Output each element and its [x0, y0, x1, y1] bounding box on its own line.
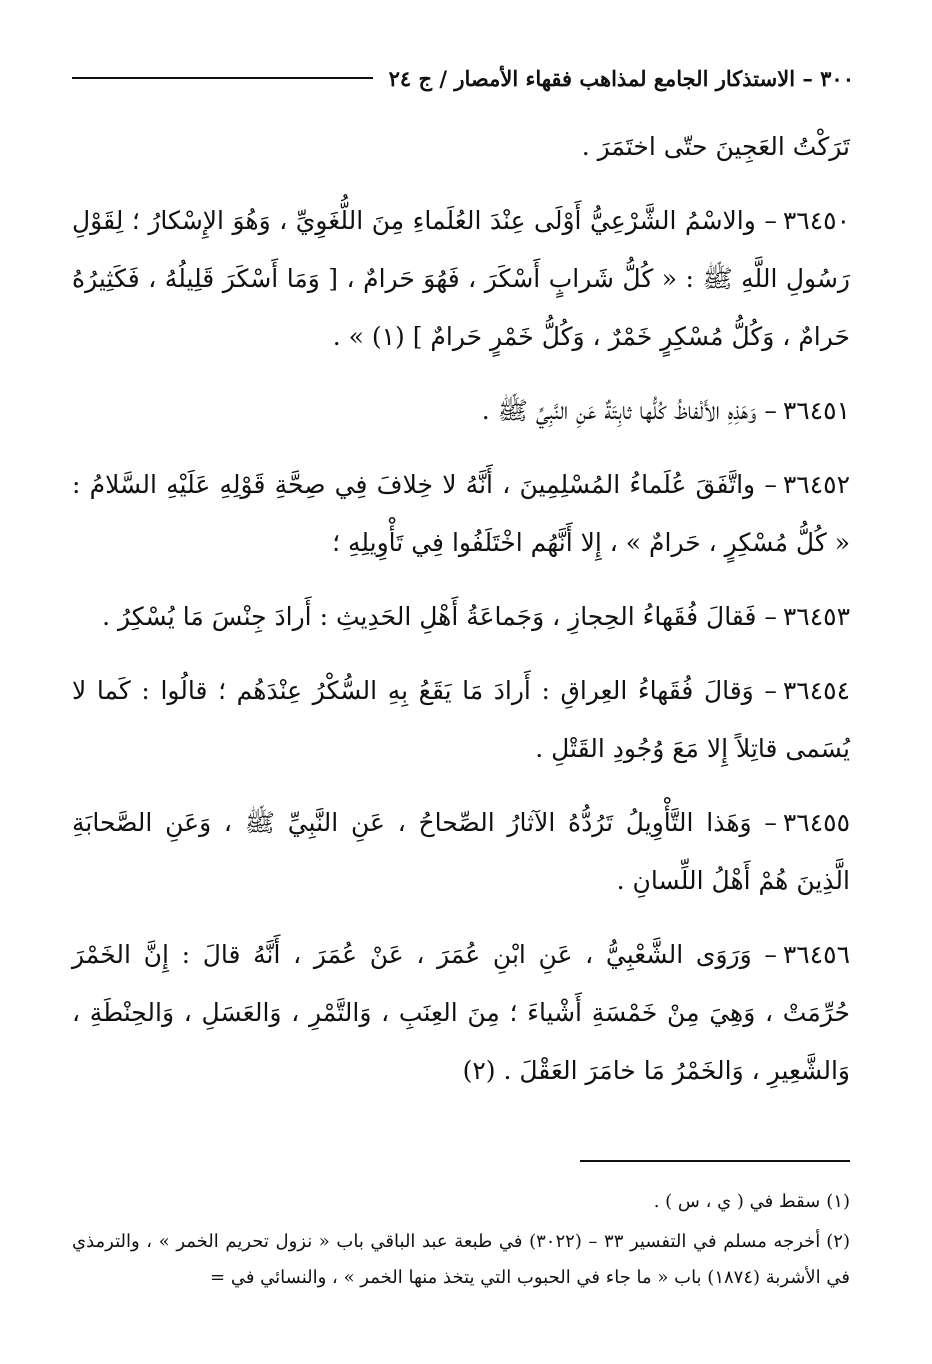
paragraph-number: ٣٦٤٥٦: [782, 940, 850, 969]
header-title: ٣٠٠ – الاستذكار الجامع لمذاهب فقهاء الأمصار / ج ٢٤: [388, 65, 854, 91]
paragraph: [72, 662, 850, 778]
footnote-text: سقط في ( ي ، س ) .: [653, 1191, 821, 1212]
paragraph: [72, 118, 850, 176]
paragraph: [72, 926, 850, 1100]
paragraph-text: – فَقالَ فُقَهاءُ الحِجازِ ، وَجَماعَةُ أَهْلِ الحَدِيثِ : أَرادَ جِنْسَ مَا يُسْكِرُ .: [102, 602, 777, 631]
paragraph: [72, 456, 850, 572]
paragraph-text: تَرَكْتُ العَجِينَ حتّى اختَمَرَ .: [581, 132, 850, 161]
paragraph: [72, 588, 850, 646]
paragraph-text: – وَقالَ فُقَهاءُ العِراقِ : أَرادَ مَا يَقَعُ بِهِ السُّكْرُ عِنْدَهُم ؛ قالُوا : كَما لا يُسَمى قاتِلاً إِلا مَعَ وُجُودِ القَتْلِ .: [72, 676, 850, 763]
running-header: [72, 58, 854, 98]
main-text: [72, 118, 850, 1116]
paragraph: [72, 794, 850, 910]
header-rule: [72, 77, 373, 79]
paragraph-number: ٣٦٤٥٠: [782, 206, 850, 235]
paragraph-text: – والاسْمُ الشَّرْعِيُّ أَوْلَى عِنْدَ العُلَماءِ مِنَ اللُّغَوِيِّ ، وَهُوَ الإِسْكارُ ؛ لِقَوْلِ رَسُولِ اللَّهِ ﷺ : « كُلُّ شَرابٍ أَسْكَرَ ، فَهُوَ حَرامٌ ، [ وَمَا أَسْكَرَ قَلِيلُهُ ، فَكَثِيرُهُ حَرامٌ ، وَكُلُّ مُسْكِرٍ خَمْرٌ ، وَكُلُّ خَمْرٍ حَرامٌ ] (١) » .: [72, 206, 850, 351]
footnote-text: أخرجه مسلم في التفسير ٣٣ – (٣٠٢٢) في طبعة عبد الباقي باب « نزول تحريم الخمر » ، والترمذي في الأشربة (١٨٧٤) باب « ما جاء في الحبوب التي يتخذ منها الخمر » ، والنسائي في =: [72, 1231, 850, 1288]
paragraph-number: ٣٦٤٥١: [782, 396, 850, 425]
paragraph-number: ٣٦٤٥٥: [782, 808, 850, 837]
paragraph-number: ٣٦٤٥٤: [782, 676, 850, 705]
footnotes: [72, 1180, 850, 1300]
footnote-divider: [580, 1160, 850, 1162]
footnote: [72, 1224, 850, 1296]
paragraph-text: – وَرَوَى الشَّعْبِيُّ ، عَنِ ابْنِ عُمَرَ ، عَنْ عُمَرَ ، أَنَّهُ قالَ : إِنَّ الخَمْرَ حُرِّمَتْ ، وَهِيَ مِنْ خَمْسَةِ أَشْياءَ ؛ مِنَ العِنَبِ ، وَالتَّمْرِ ، وَالعَسَلِ ، وَالحِنْطَةِ ، وَالشَّعِيرِ ، وَالخَمْرُ مَا خامَرَ العَقْلَ . (٢): [72, 940, 850, 1085]
paragraph: [72, 382, 850, 440]
paragraph-text: – وَهَذا التَّأْوِيلُ تَرُدُّهُ الآثارُ الصِّحاحُ ، عَنِ النَّبِيِّ ﷺ ، وَعَنِ الصَّحابَةِ الَّذِينَ هُمْ أَهْلُ اللِّسانِ .: [72, 808, 850, 895]
paragraph-text: – وَهَذِهِ الأَلْفاظُ كُلُّها ثابِتَةٌ عَنِ النَّبِيِّ ﷺ .: [481, 396, 777, 425]
paragraph: [72, 192, 850, 366]
paragraph-text: – واتَّفَقَ عُلَماءُ المُسْلِمِينَ ، أَنَّهُ لا خِلافَ فِي صِحَّةِ قَوْلِهِ عَلَيْهِ السَّلامُ : « كُلُّ مُسْكِرٍ ، حَرامٌ » ، إِلا أَنَّهُم اخْتَلَفُوا فِي تَأْوِيلِهِ ؛: [72, 470, 850, 557]
footnote-number: (١): [826, 1191, 850, 1212]
footnote-number: (٢): [826, 1231, 850, 1252]
paragraph-number: ٣٦٤٥٢: [782, 470, 850, 499]
paragraph-number: ٣٦٤٥٣: [782, 602, 850, 631]
footnote: [72, 1184, 850, 1220]
